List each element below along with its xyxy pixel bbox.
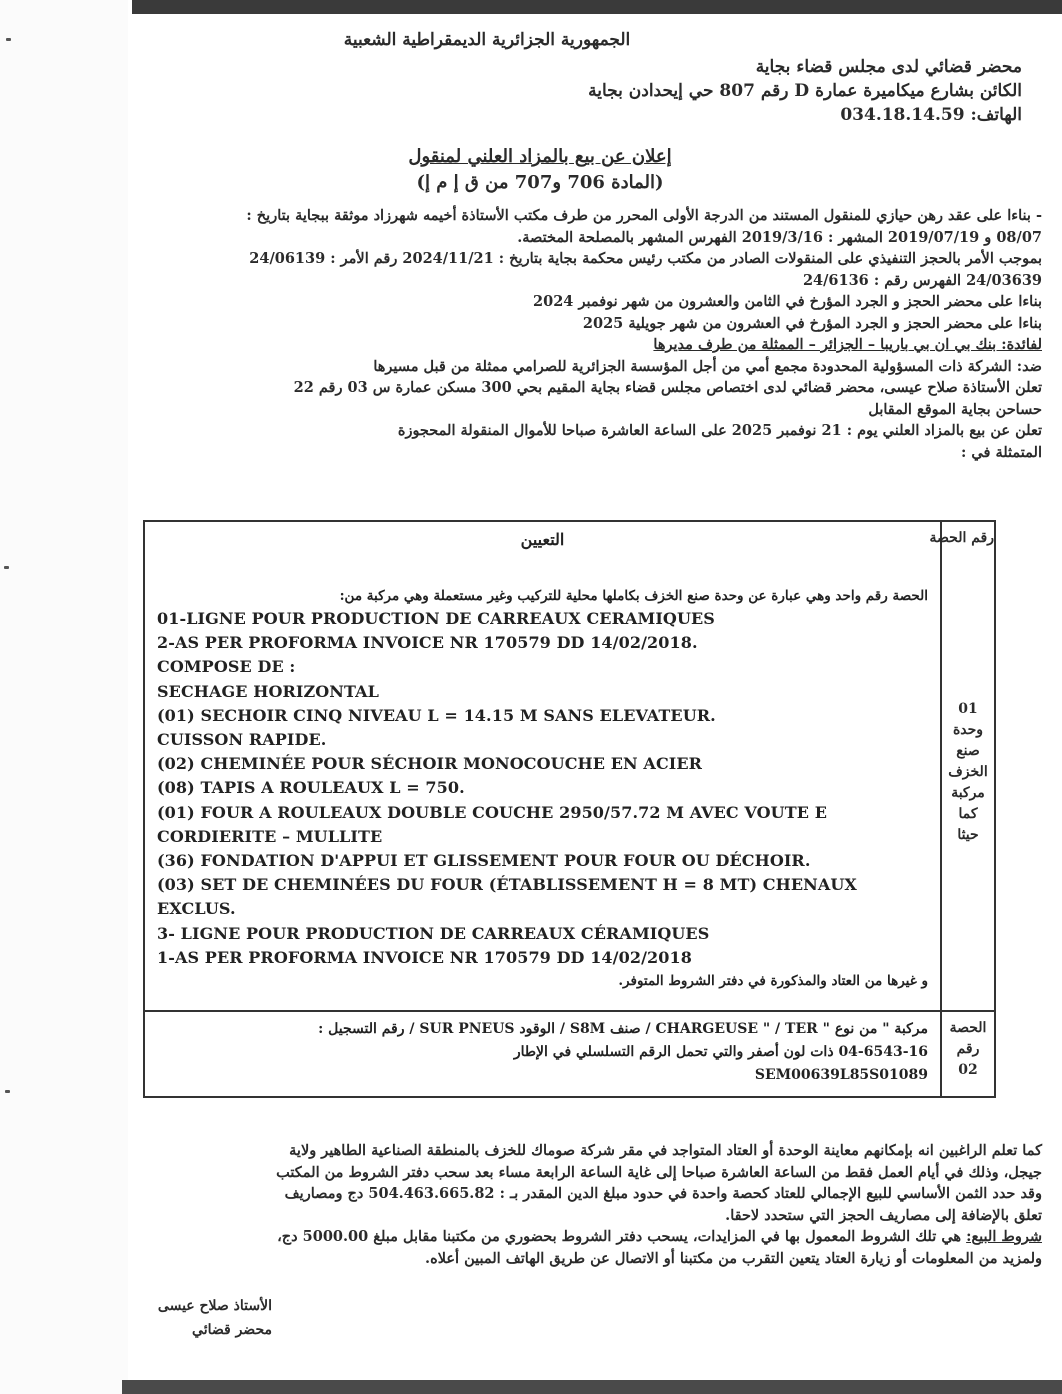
sale-date-line: تعلن عن بيع بالمزاد العلني يوم : 21 نوفمبر 2025 على الساعة العاشرة صباحا للأموال المنقولة المحجوزة [397, 422, 1042, 439]
item-line: CUISSON RAPIDE. [157, 730, 327, 750]
item-line: 3- LIGNE POUR PRODUCTION DE CARREAUX CÉRAMIQUES [157, 923, 710, 943]
scan-top-edge [132, 0, 1062, 14]
lot-1-intro: الحصة رقم واحد وهي عبارة عن وحدة صنع الخزف بكاملها محلية للتركيب وغير مستعملة وهي مركبة من: [339, 588, 928, 604]
preamble-line: 24/03639 الفهرس رقم : 24/6136 [802, 271, 1042, 289]
item-line: SECHAGE HORIZONTAL [157, 681, 380, 701]
office-line: محضر قضائي لدى مجلس قضاء بجاية [755, 57, 1022, 77]
lot-number: 02 [958, 1062, 978, 1078]
conditions-line [122, 1226, 1042, 1248]
lot-2-line: مركبة " من نوع " CHARGEUSE " / TER / صنف S8M / الوقود SUR PNEUS / رقم التسجيل : [318, 1021, 928, 1037]
preamble-text [122, 205, 1042, 463]
lot-label: صنع [956, 743, 980, 759]
scan-bottom-edge [122, 1380, 1062, 1394]
announcement [150, 144, 930, 196]
item-line: 01-LIGNE POUR PRODUCTION DE CARREAUX CERAMIQUES [157, 609, 715, 628]
preamble-line: - بناءا على عقد رهن حيازي للمنقول المستند من الدرجة الأولى المحرر من طرف مكتب الأستاذة أخيمه شهرزاد موثقة ببجاية بتاريخ : [246, 207, 1042, 224]
debtor-line: ضد: الشركة ذات المسؤولية المحدودة مجمع أمي من أجل المؤسسة الجزائرية للصرامي ممثلة من قبل مسيرها [373, 357, 1042, 375]
lot-1-items [157, 607, 928, 970]
lot-2-serial: SEM00639L85S01089 [754, 1067, 928, 1083]
scan-speck [6, 38, 11, 41]
contact-line: ولمزيد من المعلومات أو زيارة العتاد يتعين التقرب من مكتبنا أو الاتصال عن طريق الهاتف المبين أعلاه. [425, 1249, 1042, 1267]
sale-terms-text [122, 1140, 1042, 1269]
conditions-text: هي تلك الشروط المعمول بها في المزايدات، يسحب دفتر الشروط بحضوري من مكتبنا مقابل مبلغ 5000.00 دج، [277, 1228, 967, 1245]
item-line: (03) SET DE CHEMINÉES DU FOUR (ÉTABLISSEMENT H = 8 MT) CHENAUX [157, 875, 857, 895]
preamble-line: 08/07 و 2019/07/19 المشهر : 2019/3/16 الفهرس المشهر بالمصلحة المختصة. [517, 228, 1042, 246]
lot-label: وحدة [952, 722, 984, 738]
scan-speck [4, 566, 9, 569]
lot-number: 01 [958, 701, 978, 717]
address-line: الكائن بشارع ميكاميرة عمارة D رقم 807 حي إيحدادن بجاية [588, 81, 1022, 101]
item-line: 2-AS PER PROFORMA INVOICE NR 170579 DD 14/02/2018. [157, 633, 698, 653]
item-line: COMPOSE DE : [157, 657, 296, 677]
preamble-line: بناءا على محضر الحجز و الجرد المؤرخ في الثامن والعشرون من شهر نوفمبر 2024 [533, 293, 1042, 310]
lot-label: كما [958, 806, 978, 822]
terms-line: تعلق بالإضافة إلى مصاريف الحجز التي ستحدد لاحقا. [725, 1206, 1042, 1224]
price-line: وقد حدد الثمن الأساسي للبيع الإجمالي للعتاد كحصة واحدة في حدود مبلغ الدين المقدر بـ : 504.463.665.82 دج ومصاريف [284, 1185, 1042, 1202]
preamble-line: تعلن الأستاذة صلاح عيسى، محضر قضائي لدى اختصاص مجلس قضاء بجاية المقيم بحي 300 مسكن عمارة س 03 رقم 22 [293, 379, 1042, 396]
lot-label: الخزف [948, 764, 988, 780]
announcement-title: إعلان عن بيع بالمزاد العلني لمنقول [408, 146, 672, 167]
letterhead [142, 28, 1022, 127]
lot-2-description [157, 1012, 928, 1087]
item-line: (02) CHEMINÉE POUR SÉCHOIR MONOCOUCHE EN ACIER [157, 754, 703, 774]
conditions-label: شروط البيع: [966, 1228, 1042, 1245]
lot-2-line: 04-6543-16 ذات لون أصفر والتي تحمل الرقم التسلسلي في الإطار [513, 1044, 928, 1060]
lot-column-header: رقم الحصة [929, 530, 994, 546]
lot-number-cell [941, 1011, 995, 1097]
republic-title: الجمهورية الجزائرية الديمقراطية الشعبية [343, 30, 631, 50]
scan-speck [5, 1090, 10, 1093]
item-line: (08) TAPIS A ROULEAUX L = 750. [157, 778, 465, 798]
preamble-line: بناءا على محضر الحجز و الجرد المؤرخ في العشرون من شهر جويلية 2025 [582, 314, 1042, 332]
phone-line: الهاتف: 034.18.14.59 [840, 105, 1022, 125]
lot-label: الحصة [949, 1020, 987, 1036]
preamble-line: المتمثلة في : [960, 443, 1042, 461]
lot-row-1 [144, 521, 995, 1011]
signatory-title: محضر قضائي [192, 1322, 272, 1338]
terms-line: كما تعلم الراغبين انه بإمكانهم معاينة الوحدة أو العتاد المتواجد في مقر شركة صوماك للخزف بالمنطقة الصناعية الطاهير ولاية [289, 1142, 1042, 1159]
item-line: CORDIERITE – MULLITE [157, 826, 383, 846]
signatory-name: الأستاذ صلاح عيسى [157, 1298, 272, 1314]
preamble-line: حساحن بجاية الموقع المقابل [868, 400, 1042, 418]
preamble-line: بموجب الأمر بالحجز التنفيذي على المنقولات الصادر من مكتب رئيس محكمة بجاية بتاريخ : 2024/11/21 رقم الأمر : 24/06139 [249, 250, 1042, 267]
scan-margin [0, 0, 128, 1394]
signature-block [112, 1294, 272, 1342]
lot-number-cell [929, 521, 995, 1011]
lot-label: رقم [956, 1041, 980, 1057]
item-line: EXCLUS. [157, 899, 236, 919]
lots-table [143, 520, 996, 1098]
lot-description-cell [144, 521, 941, 1011]
item-line: (01) FOUR A ROULEAUX DOUBLE COUCHE 2950/57.72 M AVEC VOUTE E [157, 802, 827, 822]
beneficiary-line: لفائدة: بنك بي ان بي باريبا – الجزائر – الممثلة من طرف مديرها [653, 336, 1042, 353]
terms-line: جيجل، وذلك في أيام العمل فقط من الساعة العاشرة صباحا إلى غاية الساعة الرابعة مساء بعد سحب دفتر الشروط من المكتب [276, 1163, 1042, 1181]
lot-description-cell [144, 1011, 941, 1097]
lot-label: حيثا [957, 827, 979, 843]
lot-row-2 [144, 1011, 995, 1097]
item-line: (01) SECHOIR CINQ NIVEAU L = 14.15 M SANS ELEVATEUR. [157, 705, 716, 725]
lot-1-outro: و غيرها من العتاد والمذكورة في دفتر الشروط المتوفر. [618, 973, 928, 990]
announcement-subtitle: (المادة 706 و707 من ق إ م إ) [416, 172, 664, 193]
item-line: (36) FONDATION D'APPUI ET GLISSEMENT POUR FOUR OU DÉCHOIR. [157, 851, 811, 871]
description-column-header: التعيين [520, 530, 565, 549]
item-line: 1-AS PER PROFORMA INVOICE NR 170579 DD 14/02/2018 [157, 947, 692, 967]
lot-label: مركبة [951, 785, 985, 801]
